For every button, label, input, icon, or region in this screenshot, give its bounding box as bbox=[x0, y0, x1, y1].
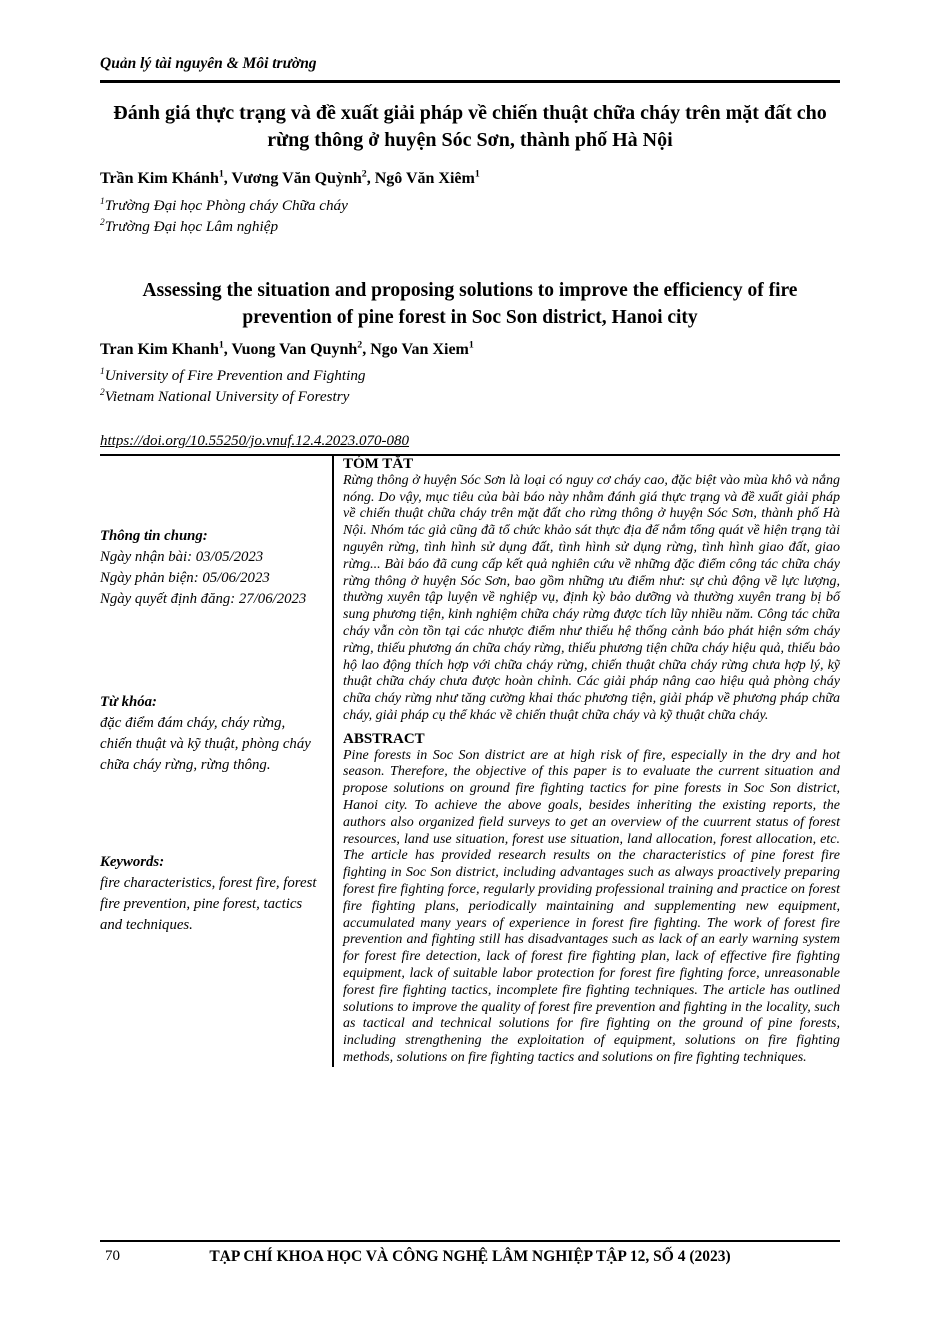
author-name: Vuong Van Quynh bbox=[231, 341, 358, 358]
affiliation-text: Trường Đại học Lâm nghiệp bbox=[104, 218, 279, 235]
author-affiliation-marker: 2 bbox=[357, 339, 363, 351]
affiliation-marker: 2 bbox=[100, 387, 105, 398]
abstract-vi-text: Rừng thông ở huyện Sóc Sơn là loại có nguy cơ cháy cao, đặc biệt vào mùa khô và nắng nóng. Do vậy, mục tiêu của bài báo này nhằm đánh giá thực trạng và đề xuất giải pháp về chiến thuật chữa cháy trên mặt đất cho rừng thông ở huyện Sóc Sơn, thành phố Hà Nội. Nhóm tác giả cũng đã tổ chức khảo sát thực địa để nắm tổng quát về hiện trạng tài nguyên rừng, tình hình sử dụng đất, tình hình sử dụng rừng, tình hình giao đất, giao rừng... Bài báo đã cung cấp kết quả nghiên cứu về những đặc điểm công tác chữa cháy rừng thông ở huyện Sóc Sơn, bao gồm những ưu điểm như: sự chủ động về lực lượng, thường xuyên tập luyện về nghiệp vụ, định kỳ bảo dưỡng và thường xuyên trang bị bổ sung phương tiện, kinh nghiệm chữa cháy rừng được tích lũy nhiều năm. Công tác chữa cháy vẫn còn tồn tại các nhược điểm như thiếu hệ thống cảnh báo phát hiện sớm cháy rừng, thiếu phương án chữa cháy rừng, thiếu phương tiện chữa cháy hiệu quả, thiếu bảo hộ lao động thích hợp với chữa cháy rừng, chiến thuật chữa cháy rừng chưa hợp lý, kỹ thuật chữa cháy chưa được hoàn chỉnh. Các giải pháp nâng cao hiệu quả phòng cháy chữa cháy rừng như tăng cường khai thác phương tiện, giải pháp về phương pháp chữa cháy, giải pháp cụ thể khác về chiến thuật chữa cháy và kỹ thuật chữa cháy. bbox=[343, 472, 841, 723]
author-separator: , bbox=[223, 170, 232, 187]
affiliation-line bbox=[100, 365, 840, 386]
affiliations-english bbox=[100, 365, 840, 407]
metadata-and-abstract-columns bbox=[100, 456, 840, 1067]
author-affiliation-marker: 1 bbox=[218, 339, 224, 351]
doi-link[interactable]: https://doi.org/10.55250/jo.vnuf.12.4.2023.070-080 bbox=[100, 433, 410, 449]
header-rule bbox=[100, 80, 840, 83]
date-revised: Ngày phản biện: 05/06/2023 bbox=[100, 570, 270, 586]
affiliation-text: Vietnam National University of Forestry bbox=[104, 388, 350, 405]
footer-journal-title: TẠP CHÍ KHOA HỌC VÀ CÔNG NGHỆ LÂM NGHIỆP TẬP 12, SỐ 4 (2023) bbox=[209, 1248, 731, 1265]
title-english: Assessing the situation and proposing solutions to improve the efficiency of fire prevention of pine forest in Soc Son district, Hanoi city bbox=[142, 280, 798, 329]
author-separator: , bbox=[362, 341, 371, 358]
affiliation-marker: 1 bbox=[100, 366, 105, 377]
abstract-en-text: Pine forests in Soc Son district are at high risk of fire, especially in the dry and hot season. Therefore, the objective of this paper is to evaluate the current situation and propose solutions on ground fire fighting tactics for pine forests in Soc Son district, Hanoi city. To achieve the above goals, besides inheriting the existing reports, the authors also organized field surveys to get an overview of the cuurrent status of forest resources, land use situation, forest use situation, land allocation, forest allocation, etc. The article has provided research results on the characteristics of pine forest fire fighting in Soc Son district, including advantages such as always proactively preparing forest fire fighting force, regularly providing professional training and practice on forest fire fighting plans, periodically maintaining and supplementing new equipment, accumulated many years of experience in forest fire fighting. The work of forest fire prevention and fighting still has disadvantages such as lack of an early warning system for forest fire detection, lack of forest fire fighting plan, lack of effective fire fighting equipment, lack of suitable labor protection for forest fire fighting force, unreasonable forest fire fighting tactics, incomplete fire fighting techniques. The article has outlined solutions to improve the quality of forest fire prevention and fighting in the locality, such as tactical and technical solutions for fire fighting on the ground of pine forests, including strengthening the exploitation of equipment, solutions on fire fighting methods, solutions on fire fighting tactics and solutions on fire fighting techniques. bbox=[343, 747, 840, 1065]
affiliation-text: University of Fire Prevention and Fighting bbox=[104, 367, 366, 384]
author-affiliation-marker: 1 bbox=[218, 168, 224, 180]
footer-rule bbox=[100, 1240, 840, 1242]
left-metadata-column bbox=[100, 456, 332, 1067]
abstract-en-heading: ABSTRACT bbox=[343, 730, 425, 747]
page-number: 70 bbox=[105, 1248, 120, 1264]
author-name: Tran Kim Khanh bbox=[100, 341, 219, 358]
date-accepted: Ngày quyết định đăng: 27/06/2023 bbox=[100, 591, 307, 607]
author-name: Ngô Văn Xiêm bbox=[374, 170, 475, 187]
footer bbox=[100, 1248, 840, 1266]
affiliations-vietnamese bbox=[100, 195, 840, 237]
doi-block bbox=[100, 433, 840, 450]
affiliation-line bbox=[100, 195, 840, 216]
author-name: Ngo Van Xiem bbox=[370, 341, 469, 358]
author-separator: , bbox=[223, 341, 232, 358]
general-info-heading: Thông tin chung: bbox=[100, 528, 208, 544]
affiliation-marker: 2 bbox=[100, 217, 105, 228]
keywords-vi-text: đặc điểm đám cháy, cháy rừng, chiến thuật và kỹ thuật, phòng cháy chữa cháy rừng, rừng thông. bbox=[100, 715, 311, 773]
keywords-en-heading: Keywords: bbox=[100, 854, 165, 870]
date-received: Ngày nhận bài: 03/05/2023 bbox=[100, 549, 264, 565]
keywords-vi-heading: Từ khóa: bbox=[100, 694, 157, 710]
authors-vietnamese bbox=[100, 170, 840, 188]
affiliation-line bbox=[100, 216, 840, 237]
author-name: Trần Kim Khánh bbox=[100, 170, 219, 187]
author-name: Vương Văn Quỳnh bbox=[231, 170, 362, 187]
running-head: Quản lý tài nguyên & Môi trường bbox=[100, 55, 317, 72]
affiliation-marker: 1 bbox=[100, 196, 105, 207]
abstract-column bbox=[332, 456, 840, 1067]
author-affiliation-marker: 1 bbox=[474, 168, 480, 180]
affiliation-text: Trường Đại học Phòng cháy Chữa cháy bbox=[104, 197, 348, 214]
abstract-vi-heading: TÓM TẮT bbox=[343, 456, 414, 472]
title-vietnamese: Đánh giá thực trạng và đề xuất giải pháp về chiến thuật chữa cháy trên mặt đất cho rừng thông ở huyện Sóc Sơn, thành phố Hà Nội bbox=[113, 102, 827, 151]
authors-english bbox=[100, 341, 840, 359]
keywords-en-text: fire characteristics, forest fire, forest fire prevention, pine forest, tactics and techniques. bbox=[100, 875, 317, 933]
affiliation-line bbox=[100, 386, 840, 407]
author-affiliation-marker: 2 bbox=[361, 168, 367, 180]
author-separator: , bbox=[366, 170, 375, 187]
author-affiliation-marker: 1 bbox=[468, 339, 474, 351]
